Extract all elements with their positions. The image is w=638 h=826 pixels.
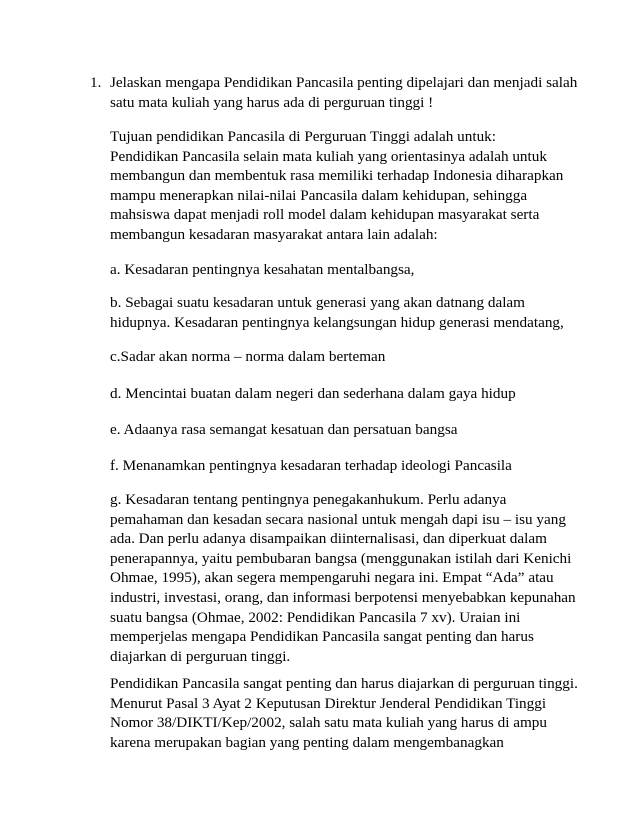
answer-item-e: e. Adaanya rasa semangat kesatuan dan persatuan bangsa [110, 421, 458, 438]
answer-item-a: a. Kesadaran pentingnya kesahatan mentalbangsa, [110, 261, 415, 278]
answer-item-d: d. Mencintai buatan dalam negeri dan sederhana dalam gaya hidup [110, 385, 516, 402]
answer-item-g: g. Kesadaran tentang pentingnya penegakanhukum. Perlu adanya pemahaman dan kesadan secara nasional untuk mengah dapi isu – isu yang ada. Dan perlu adanya disampaikan diinternalisasi, dan diperkuat dalam penerapannya, yaitu pembubaran bangsa (menggunakan istilah dari Kenichi Ohmae, 1995), akan segera mempengaruhi negara ini. Empat “Ada” atau industri, investasi, orang, dan informasi berpotensi menyebabkan kepunahan suatu bangsa (Ohmae, 2002: Pendidikan Pancasila 7 xv). Uraian ini memperjelas mengapa Pendidikan Pancasila sangat penting dan harus diajarkan di perguruan tinggi. [110, 491, 576, 665]
closing-paragraph: Pendidikan Pancasila sangat penting dan harus diajarkan di perguruan tinggi. Menurut Pasal 3 Ayat 2 Keputusan Direktur Jenderal Pendidikan Tinggi Nomor 38/DIKTI/Kep/2002, salah satu mata kuliah yang harus di ampu karena merupakan bagian yang penting dalam mengembanagkan [110, 675, 578, 751]
answer-item-b: b. Sebagai suatu kesadaran untuk generasi yang akan datnang dalam hidupnya. Kesadaran pentingnya kelangsungan hidup generasi mendatang, [110, 294, 564, 331]
list-number: 1. [90, 74, 102, 91]
answer-item-c: c.Sadar akan norma – norma dalam berteman [110, 348, 386, 365]
answer-intro-paragraph: Tujuan pendidikan Pancasila di Perguruan Tinggi adalah untuk: Pendidikan Pancasila selain mata kuliah yang orientasinya adalah untuk membangun dan membentuk rasa memiliki terhadap Indonesia diharapkan mampu menerapkan nilai-nilai Pancasila dalam kehidupan, sehingga mahsiswa dapat menjadi roll model dalam kehidupan masyarakat serta membangun kesadaran masyarakat antara lain adalah: [110, 128, 564, 243]
question-text: Jelaskan mengapa Pendidikan Pancasila penting dipelajari dan menjadi salah satu mata kuliah yang harus ada di perguruan tinggi ! [110, 74, 578, 111]
answer-item-f: f. Menanamkan pentingnya kesadaran terhadap ideologi Pancasila [110, 457, 512, 474]
